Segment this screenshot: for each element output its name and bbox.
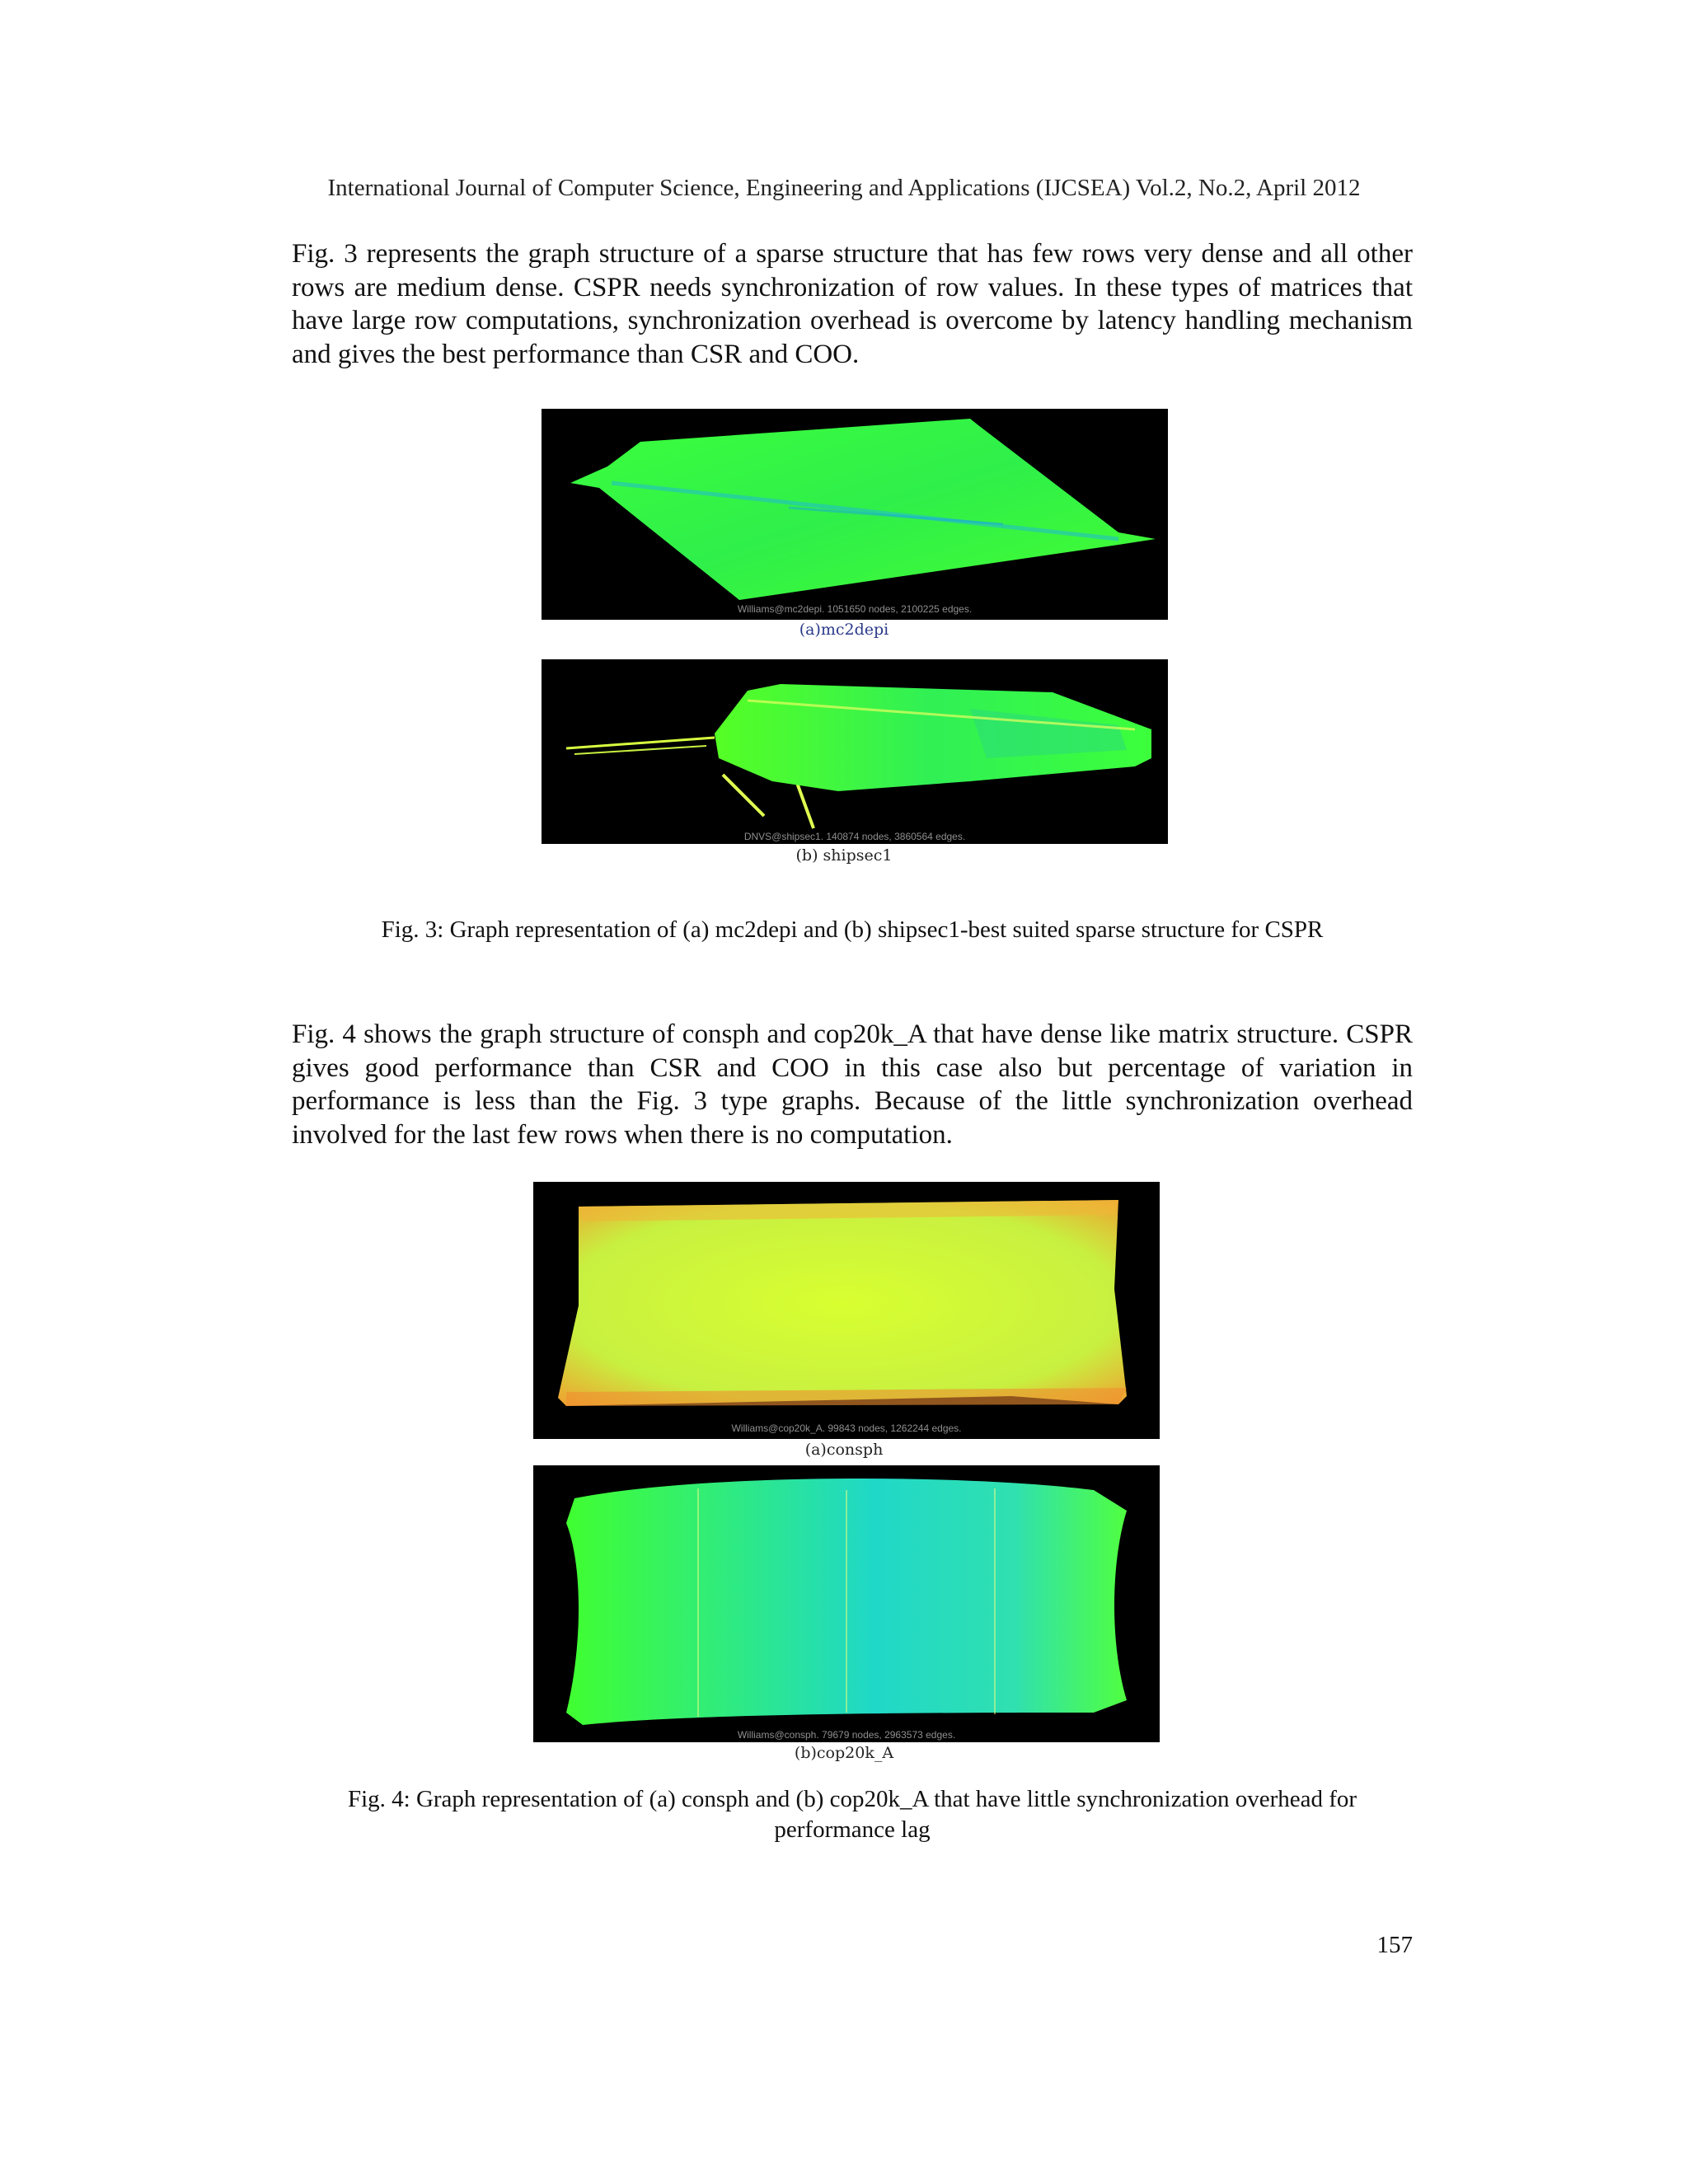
figure-consph-overlay-text: Williams@cop20k_A. 99843 nodes, 1262244 edges. [731,1422,962,1434]
page-number: 157 [1376,1932,1413,1958]
figure4-caption: Fig. 4: Graph representation of (a) consph and (b) cop20k_A that have little synchronization overhead for performance lag [347,1786,1357,1843]
figure-consph-label: (a)consph [804,1441,884,1459]
figure-consph-image [533,1182,1160,1439]
figure-cop20k-overlay-text: Williams@consph. 79679 nodes, 2963573 edges. [737,1729,956,1741]
figure-mc2depi-label: (a)mc2depi [799,621,889,639]
figure-mc2depi-overlay-text: Williams@mc2depi. 1051650 nodes, 2100225 edges. [737,603,973,615]
paragraph-fig3-description: Fig. 3 represents the graph structure of a sparse structure that has few rows very dense and all other rows are medium dense. CSPR needs synchronization of row values. In these types of matrices that have large row computations, synchronization overhead is overcome by latency handling mechanism and gives the best performance than CSR and COO. [292,239,1413,369]
figure3-caption: Fig. 3: Graph representation of (a) mc2depi and (b) shipsec1-best suited sparse structure for CSPR [381,916,1324,943]
figure-shipsec1-label: (b) shipsec1 [795,846,893,865]
journal-header: International Journal of Computer Science, Engineering and Applications (IJCSEA) Vol.2, No.2, April 2012 [327,175,1361,201]
figure-shipsec1-image [542,659,1168,844]
figure-cop20k-image [533,1465,1160,1742]
figure-cop20k-label: (b)cop20k_A [794,1744,894,1762]
figure-shipsec1-overlay-text: DNVS@shipsec1. 140874 nodes, 3860564 edges. [743,831,966,842]
paragraph-fig4-description: Fig. 4 shows the graph structure of consph and cop20k_A that have dense like matrix structure. CSPR gives good performance than CSR and COO in this case also but percentage of variation in performance is less than the Fig. 3 type graphs. Because of the little synchronization overhead involved for the last few rows when there is no computation. [292,1019,1413,1150]
figure-mc2depi-image [542,409,1168,620]
